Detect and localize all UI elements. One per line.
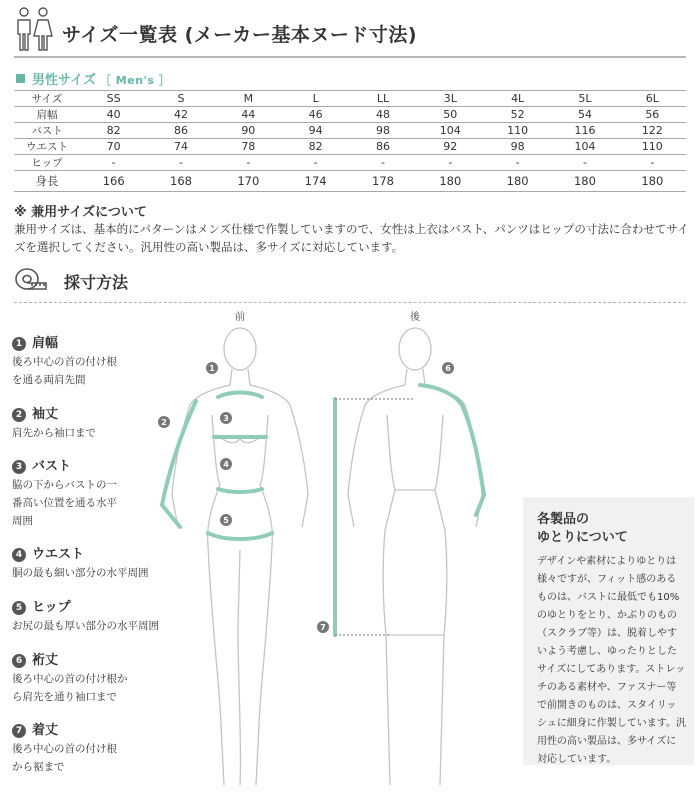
table-cell: - <box>147 155 214 171</box>
back-markers <box>317 362 454 633</box>
front-label: 前 <box>235 312 245 323</box>
table-row <box>14 171 686 192</box>
row-label: ウエスト <box>14 139 80 155</box>
svg-text:3: 3 <box>223 414 229 423</box>
back-length-guide <box>335 399 415 635</box>
table-cell: 82 <box>282 139 349 155</box>
measure-desc-line: ら肩先を通り袖口まで <box>12 691 117 703</box>
table-cell: 54 <box>551 107 618 123</box>
table-cell: - <box>80 155 147 171</box>
svg-text:4: 4 <box>223 460 229 469</box>
measure-name: ウエスト <box>32 547 85 562</box>
table-row <box>14 107 686 123</box>
table-cell: - <box>619 155 686 171</box>
back-label: 後 <box>410 312 420 323</box>
ease-title-line: ゆとりについて <box>537 530 628 545</box>
svg-text:2: 2 <box>161 418 167 427</box>
measure-name: 袖丈 <box>32 407 59 422</box>
table-row <box>14 139 686 155</box>
number-badge: 4 <box>12 548 26 562</box>
table-cell: 104 <box>417 123 484 139</box>
table-cell: - <box>417 155 484 171</box>
table-cell: 90 <box>215 123 282 139</box>
measuring-divider <box>14 302 686 303</box>
table-cell: 166 <box>80 171 147 192</box>
measure-desc-line: 周囲 <box>12 515 33 527</box>
measure-name: ヒップ <box>32 600 71 615</box>
table-row <box>14 155 686 171</box>
table-cell: - <box>282 155 349 171</box>
table-cell: 180 <box>417 171 484 192</box>
table-cell: - <box>215 155 282 171</box>
table-cell: 52 <box>484 107 551 123</box>
table-cell: 40 <box>80 107 147 123</box>
ease-title-line: 各製品の <box>537 512 590 527</box>
size-header-cell: S <box>147 91 214 107</box>
table-cell: 180 <box>484 171 551 192</box>
back-yuki-line <box>420 385 484 515</box>
table-header-row <box>14 91 686 107</box>
measure-desc-line: を通る両肩先間 <box>12 374 86 386</box>
table-cell: 50 <box>417 107 484 123</box>
tape-measure-icon <box>14 266 48 292</box>
size-header-cell: L <box>282 91 349 107</box>
table-cell: 116 <box>551 123 618 139</box>
measure-name: 裄丈 <box>32 653 59 668</box>
measure-desc-line: から裾まで <box>12 761 65 773</box>
body-figures <box>150 305 550 800</box>
ease-info-box <box>523 497 694 765</box>
man-woman-icon <box>14 6 54 52</box>
mens-size-label <box>16 69 170 88</box>
size-header-cell: 4L <box>484 91 551 107</box>
unisex-body: 兼用サイズは、基本的にパターンはメンズ仕様で作製していますので、女性は上衣はバスト、パンツはヒップの寸法に合わせてサイズを選択してください。汎用性の高い製品は、多サイズに対応しています。 <box>14 222 689 254</box>
table-cell: 180 <box>619 171 686 192</box>
size-header-cell: 6L <box>619 91 686 107</box>
number-badge: 3 <box>12 460 26 474</box>
table-cell: 70 <box>80 139 147 155</box>
ease-body: デザインや素材によりゆとりは様々ですが、フィット感のあるものは、バストに最低でも10%のゆとりをとり、かぶりのもの（スクラブ等）は、脱着しやすいよう考慮し、ゆったりとしたサイズにしてあります。ストレッチのある素材や、ファスナー等で前開きのものは、スタイリッシュに細身に作製しています。汎用性の高い製品は、多サイズに対応しています。 <box>537 556 686 765</box>
size-header-cell: 3L <box>417 91 484 107</box>
table-cell: 174 <box>282 171 349 192</box>
measure-desc-line: 後ろ中心の首の付け根 <box>12 743 117 755</box>
measure-desc-line: 肩先から袖口まで <box>12 427 96 439</box>
table-cell: 92 <box>417 139 484 155</box>
size-table <box>14 90 686 192</box>
measuring-title: 採寸方法 <box>64 273 129 292</box>
mens-size-label-text: 男性サイズ <box>32 73 96 88</box>
table-cell: 86 <box>349 139 416 155</box>
svg-text:6: 6 <box>445 364 451 373</box>
number-badge: 6 <box>12 654 26 668</box>
svg-text:5: 5 <box>223 516 229 525</box>
table-cell: 78 <box>215 139 282 155</box>
square-bullet-icon <box>16 74 25 83</box>
table-row <box>14 123 686 139</box>
measure-desc-line: 番高い位置を通る水平 <box>12 497 117 509</box>
table-cell: 42 <box>147 107 214 123</box>
table-cell: 104 <box>551 139 618 155</box>
table-cell: - <box>349 155 416 171</box>
table-cell: 48 <box>349 107 416 123</box>
row-label: ヒップ <box>14 155 80 171</box>
measure-name: 肩幅 <box>32 336 59 351</box>
front-body-figure <box>172 328 308 785</box>
table-cell: 122 <box>619 123 686 139</box>
mens-size-label-en: ［ Men's ］ <box>99 74 171 87</box>
table-cell: 44 <box>215 107 282 123</box>
measure-name: バスト <box>32 459 72 474</box>
table-cell: 56 <box>619 107 686 123</box>
measure-name: 着丈 <box>32 723 59 738</box>
measure-desc-line: 後ろ中心の首の付け根 <box>12 356 117 368</box>
size-header-cell: 5L <box>551 91 618 107</box>
measure-desc-line: 胴の最も細い部分の水平周囲 <box>12 567 149 579</box>
svg-text:1: 1 <box>209 364 215 373</box>
measure-desc-line: お尻の最も厚い部分の水平周囲 <box>12 620 159 632</box>
unisex-title: ※ 兼用サイズについて <box>14 205 147 220</box>
table-cell: 46 <box>282 107 349 123</box>
row-label: バスト <box>14 123 80 139</box>
table-cell: 86 <box>147 123 214 139</box>
number-badge: 2 <box>12 408 26 422</box>
table-cell: 110 <box>484 123 551 139</box>
table-cell: - <box>484 155 551 171</box>
back-body-figure <box>348 328 482 785</box>
table-cell: 94 <box>282 123 349 139</box>
table-cell: 110 <box>619 139 686 155</box>
header-divider <box>14 56 686 58</box>
size-header-cell: LL <box>349 91 416 107</box>
size-header-cell: M <box>215 91 282 107</box>
number-badge: 5 <box>12 601 26 615</box>
page-title: サイズ一覧表 (メーカー基本ヌード寸法) <box>62 24 418 46</box>
ease-title <box>537 511 686 547</box>
svg-text:7: 7 <box>320 623 326 632</box>
front-shoulder-line <box>218 393 262 398</box>
table-cell: 98 <box>484 139 551 155</box>
size-header-cell: SS <box>80 91 147 107</box>
table-cell: 168 <box>147 171 214 192</box>
number-badge: 7 <box>12 724 26 738</box>
back-measure-lines <box>335 385 484 635</box>
table-cell: 178 <box>349 171 416 192</box>
table-cell: 82 <box>80 123 147 139</box>
table-cell: 74 <box>147 139 214 155</box>
measure-desc-line: 脇の下からバストの一 <box>12 479 117 491</box>
table-header-label: サイズ <box>14 91 80 107</box>
table-cell: 170 <box>215 171 282 192</box>
number-badge: 1 <box>12 337 26 351</box>
row-label: 身長 <box>14 171 80 192</box>
front-waist-line <box>218 489 262 492</box>
row-label: 肩幅 <box>14 107 80 123</box>
table-cell: 180 <box>551 171 618 192</box>
table-cell: 98 <box>349 123 416 139</box>
table-cell: - <box>551 155 618 171</box>
front-hip-line <box>208 533 272 539</box>
measure-desc-line: 後ろ中心の首の付け根か <box>12 673 128 685</box>
